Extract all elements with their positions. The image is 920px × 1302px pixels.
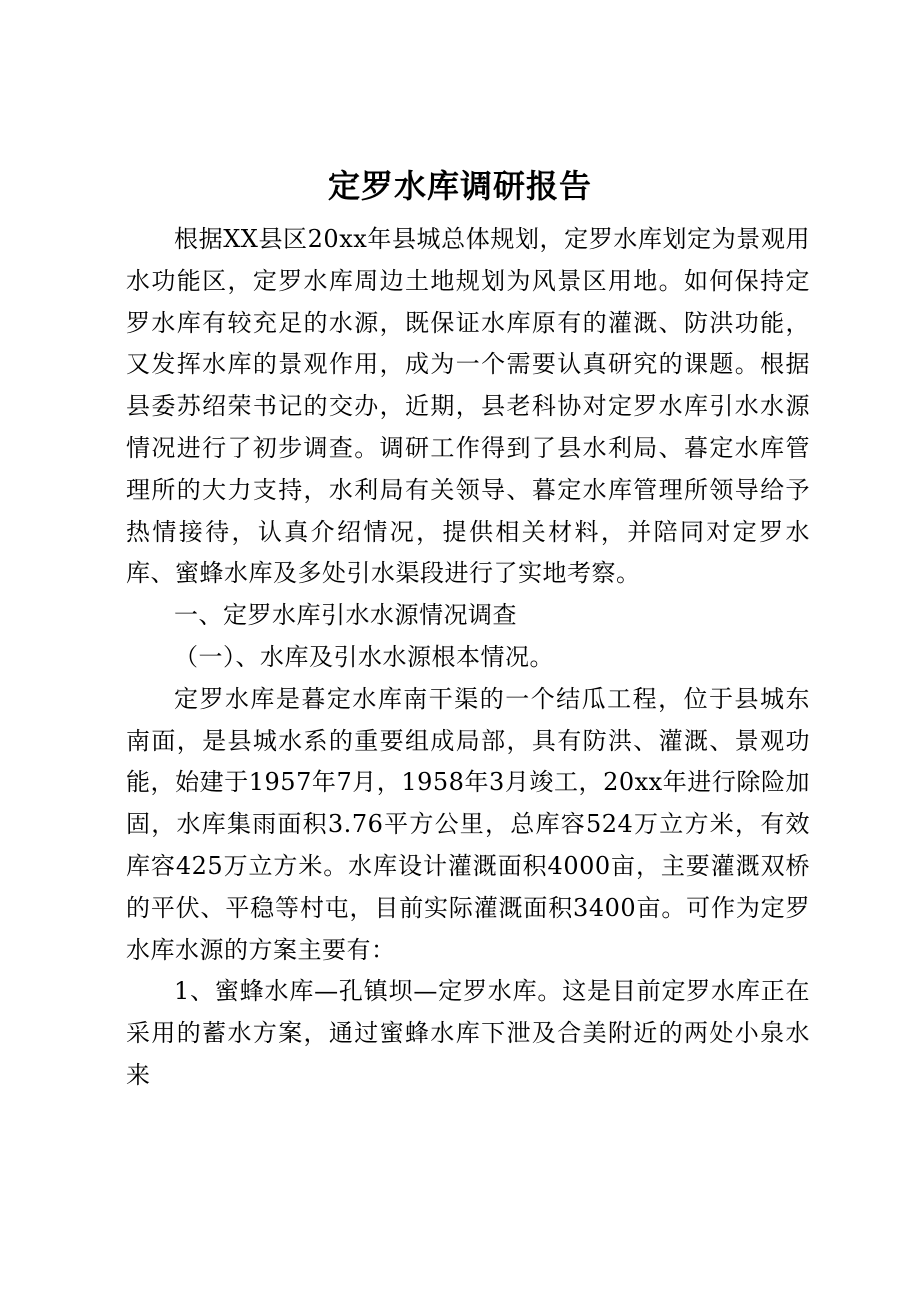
paragraph-option-1: 1、蜜蜂水库—孔镇坝—定罗水库。这是目前定罗水库正在采用的蓄水方案，通过蜜蜂水库下泄及合美附近的两处小泉水来 bbox=[126, 977, 810, 1089]
document-body bbox=[126, 219, 810, 1097]
section-heading: 一、定罗水库引水水源情况调查 bbox=[174, 601, 517, 630]
paragraph-reservoir-overview: 定罗水库是暮定水库南干渠的一个结瓜工程，位于县城东南面，是县城水系的重要组成局部，具有防洪、灌溉、景观功能，始建于1957年7月，1958年3月竣工，20xx年进行除险加固，水库集雨面积3.76平方公里，总库容524万立方米，有效库容425万立方米。水库设计灌溉面积4000亩，主要灌溉双桥的平伏、平稳等村屯，目前实际灌溉面积3400亩。可作为定罗水库水源的方案主要有： bbox=[126, 684, 810, 964]
subsection-heading: （一）、水库及引水水源根本情况。 bbox=[174, 642, 554, 671]
document-title: 定罗水库调研报告 bbox=[327, 167, 592, 205]
paragraph-intro: 根据XX县区20xx年县城总体规划，定罗水库划定为景观用水功能区，定罗水库周边土地规划为风景区用地。如何保持定罗水库有较充足的水源，既保证水库原有的灌溉、防洪功能，又发挥水库的景观作用，成为一个需要认真研究的课题。根据县委苏绍荣书记的交办，近期，县老科协对定罗水库引水水源情况进行了初步调查。调研工作得到了县水利局、暮定水库管理所的大力支持，水利局有关领导、暮定水库管理所领导给予热情接待，认真介绍情况，提供相关材料，并陪同对定罗水库、蜜蜂水库及多处引水渠段进行了实地考察。 bbox=[126, 225, 810, 588]
